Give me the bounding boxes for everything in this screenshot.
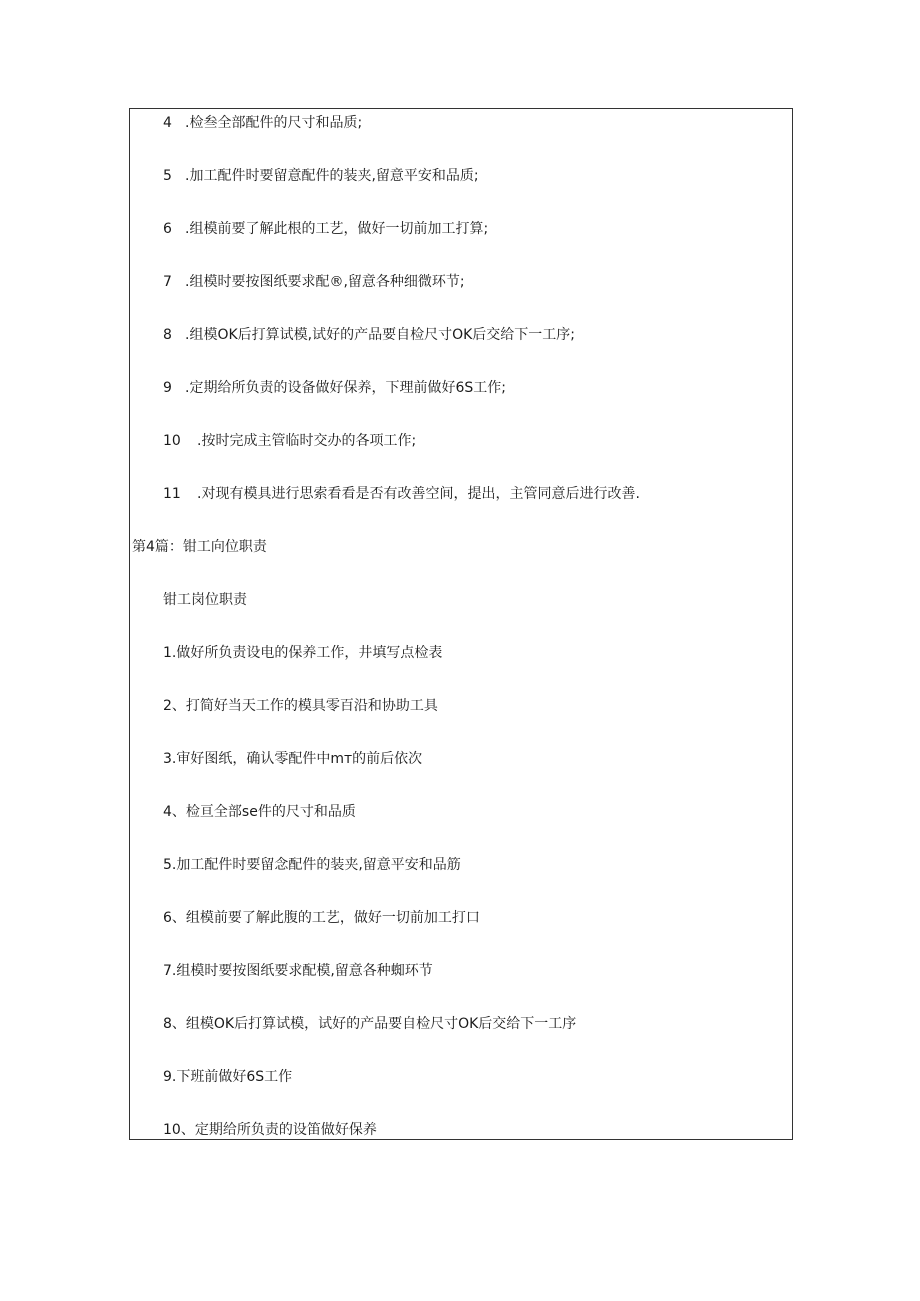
list-item	[163, 484, 640, 504]
item-text: .定期给所负责的设备做好保养，下理前做好6S工作;	[185, 380, 506, 396]
list-item: 6、组模前要了解此腹的工艺，做好一切前加工打口	[163, 910, 480, 926]
list-item	[163, 113, 362, 133]
list-item	[163, 272, 465, 292]
list-item	[163, 219, 488, 239]
item-number: 6	[163, 221, 172, 237]
item-text: .按时完成主管临时交办的各项工作;	[197, 433, 417, 449]
item-number: 7	[163, 274, 172, 290]
list-item: 2、打简好当天工作的模具零百沿和协助工具	[163, 698, 438, 714]
list-item: 8、组模OK后打算试模，试好的产品要自检尺寸OK后交给下一工序	[163, 1016, 577, 1032]
section-heading: 第4篇：钳工向位职责	[132, 539, 267, 555]
item-text: .加工配件时要留意配件的装夹,留意平安和品质;	[185, 168, 479, 184]
item-number: 11	[163, 486, 181, 502]
list-item	[163, 166, 479, 186]
item-number: 9	[163, 380, 172, 396]
document-table-border	[129, 108, 793, 1140]
list-item: 3.审好图纸，确认零配件中mт的前后依次	[163, 751, 423, 767]
list-item: 7.组模时要按图纸要求配模,留意各种蜘环节	[163, 963, 433, 979]
item-number: 10	[163, 433, 181, 449]
item-number: 5	[163, 168, 172, 184]
list-item: 1.做好所负责设电的保养工作，井填写点检表	[163, 645, 443, 661]
item-number: 8	[163, 327, 172, 343]
list-item: 5.加工配件时要留念配件的装夹,留意平安和品筋	[163, 857, 461, 873]
list-item: 9.下班前做好6S工作	[163, 1069, 293, 1085]
list-item	[163, 431, 416, 451]
section-subtitle: 钳工岗位职责	[163, 592, 247, 608]
item-text: .组模前要了解此根的工艺，做好一切前加工打算;	[185, 221, 489, 237]
item-text: .检叁全部配件的尺寸和品质;	[185, 115, 363, 131]
list-item: 4、检亘全部se件的尺寸和品质	[163, 804, 356, 820]
item-text: .组模时要按图纸要求配®,留意各种细微环节;	[185, 274, 465, 290]
list-item: 10、定期给所负责的设笛做好保养	[163, 1122, 377, 1138]
item-number: 4	[163, 115, 172, 131]
list-item	[163, 378, 506, 398]
item-text: .对现有模具进行思索看看是否有改善空间，提出，主管同意后进行改善.	[197, 486, 640, 502]
list-item	[163, 325, 575, 345]
item-text: .组模OK后打算试模,试好的产品要自检尺寸OK后交给下一工序;	[185, 327, 576, 343]
